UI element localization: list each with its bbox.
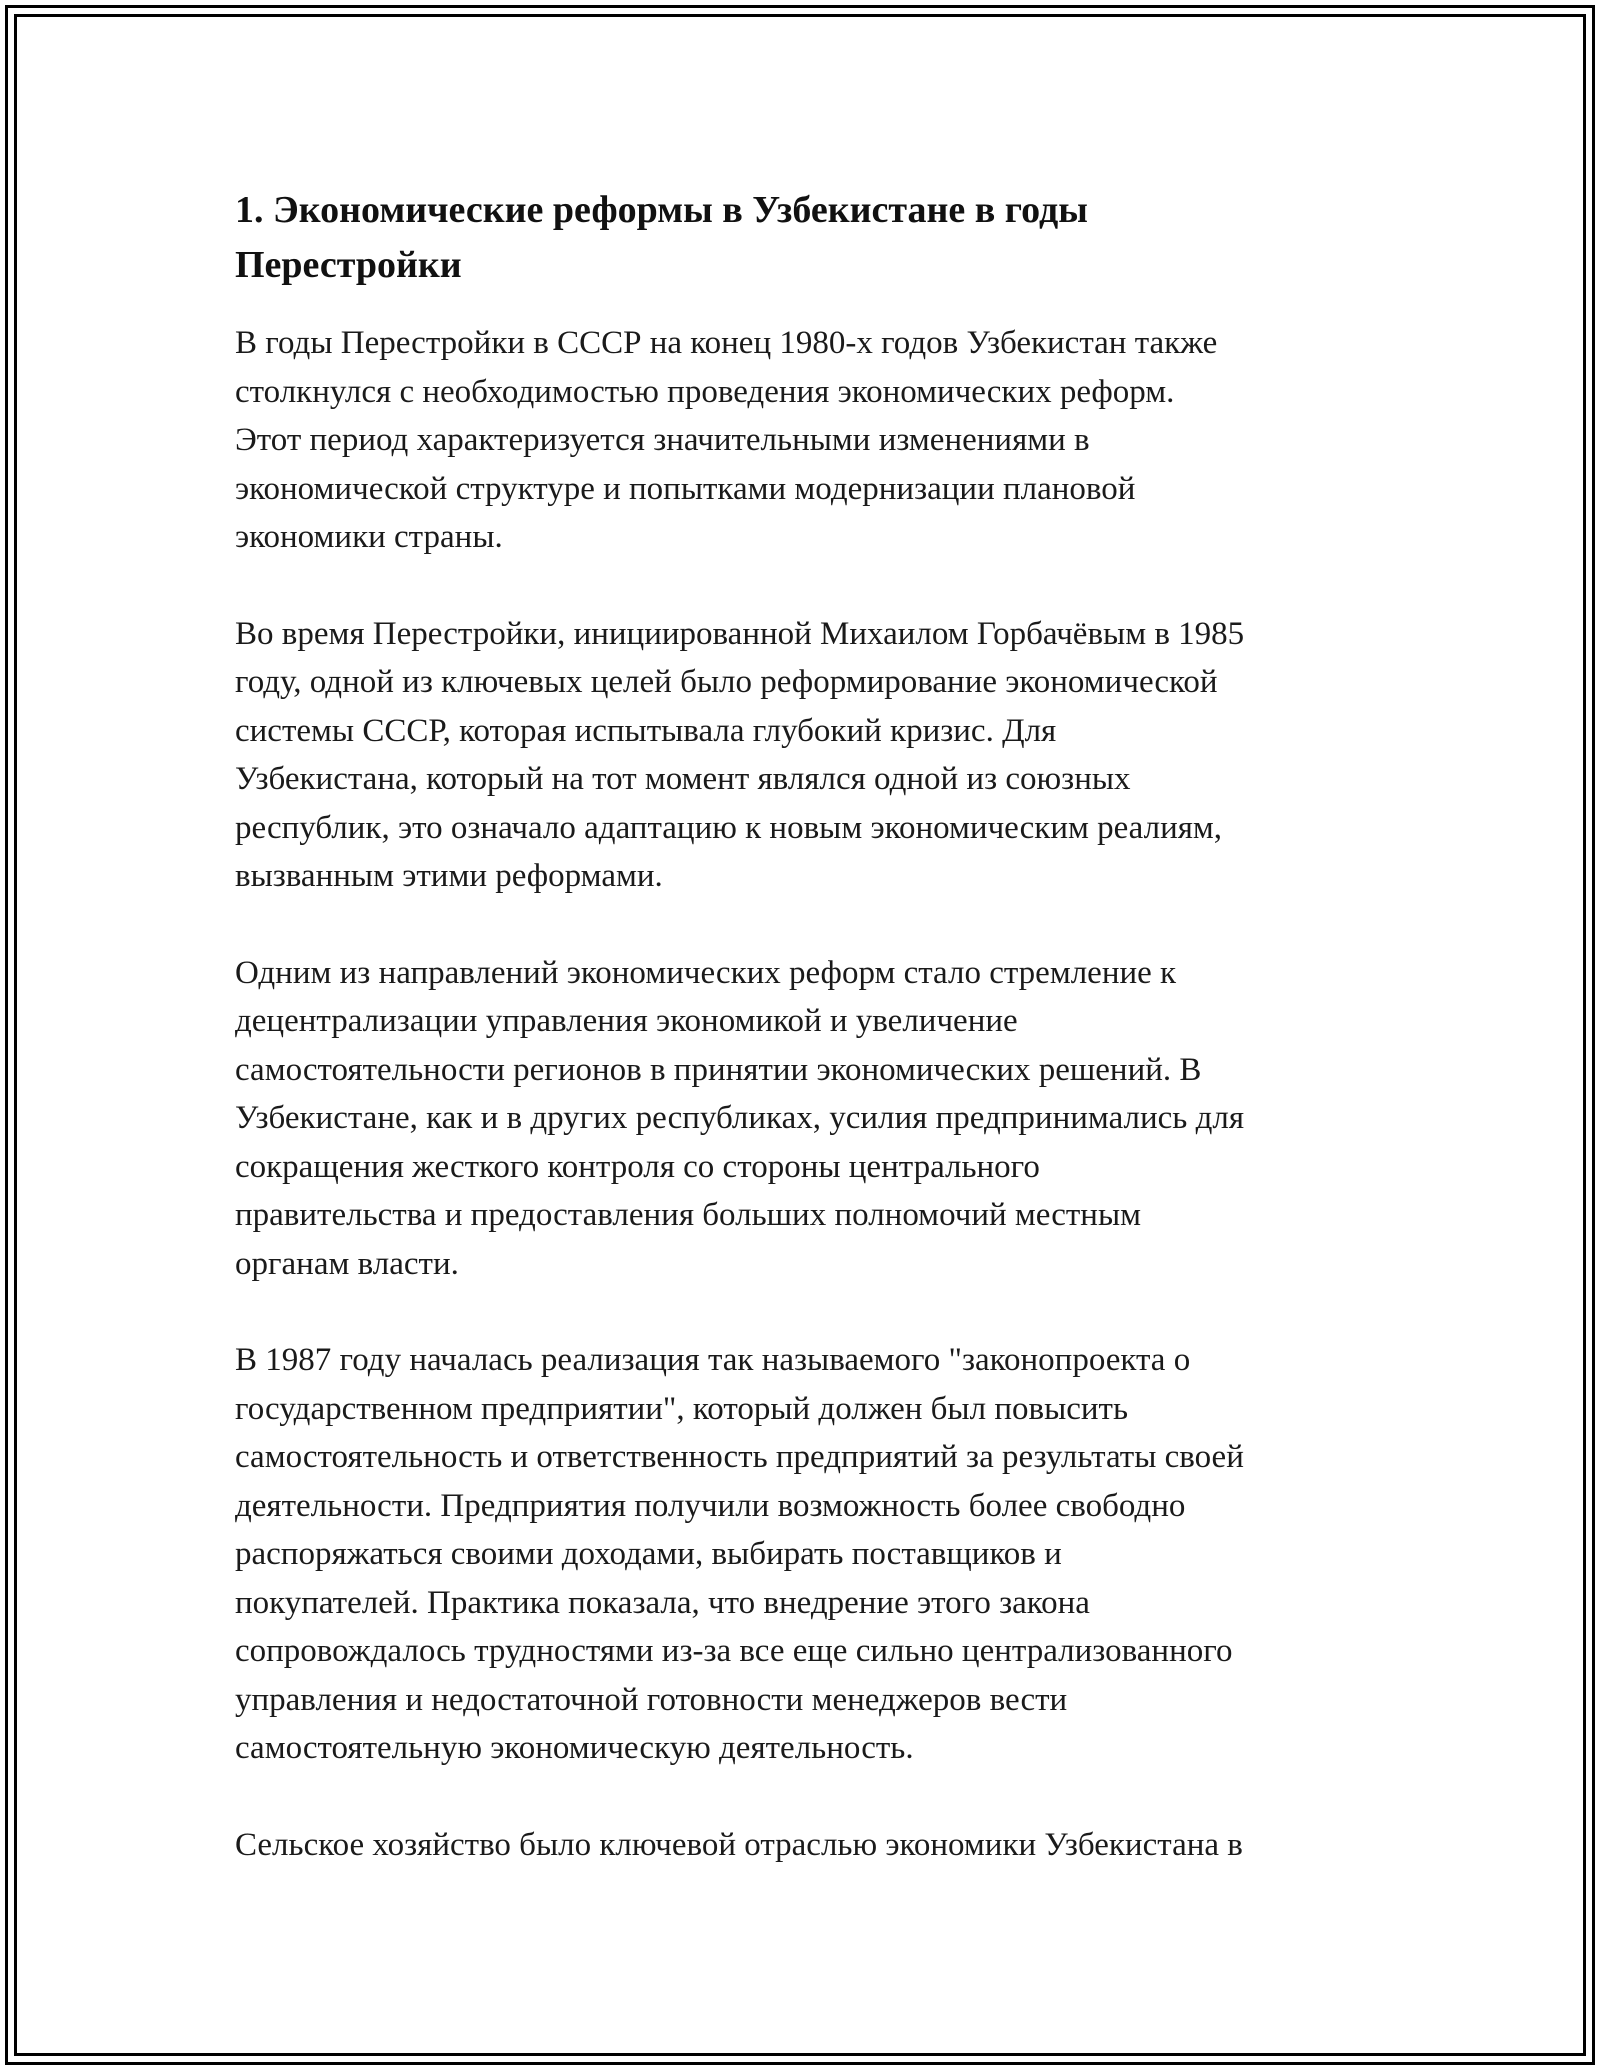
section-title: 1. Экономические реформы в Узбекистане в годы Перестройки	[235, 189, 1088, 286]
paragraph-1: В годы Перестройки в СССР на конец 1980-х годов Узбекистан также столкнулся с необходимостью проведения экономических реформ. Этот период характеризуется значительными изменениями в экономической структуре и попытками модернизации плановой экономики страны.	[235, 325, 1218, 555]
paragraph-5: Сельское хозяйство было ключевой отраслью экономики Узбекистана в	[235, 1826, 1243, 1863]
paragraph-2: Во время Перестройки, инициированной Михаилом Горбачёвым в 1985 году, одной из ключевых целей было реформирование экономической системы СССР, которая испытывала глубокий кризис. Для Узбекистана, который на тот момент являлся одной из союзных республик, это означало адаптацию к новым экономическим реалиям, вызванным этими реформами.	[235, 615, 1245, 894]
document-page	[235, 183, 1365, 1869]
paragraph-3: Одним из направлений экономических реформ стало стремление к децентрализации управления экономикой и увеличение самостоятельности регионов в принятии экономических решений. В Узбекистане, как и в других республиках, усилия предпринимались для сокращения жесткого контроля со стороны центрального правительства и предоставления больших полномочий местным органам власти.	[235, 954, 1245, 1282]
paragraph-4: В 1987 году началась реализация так называемого "законопроекта о государственном предприятии", который должен был повысить самостоятельность и ответственность предприятий за результаты своей деятельности. Предприятия получили возможность более свободно распоряжаться своими доходами, выбирать поставщиков и покупателей. Практика показала, что внедрение этого закона сопровождалось трудностями из-за все еще сильно централизованного управления и недостаточной готовности менеджеров вести самостоятельную экономическую деятельность.	[235, 1342, 1244, 1766]
